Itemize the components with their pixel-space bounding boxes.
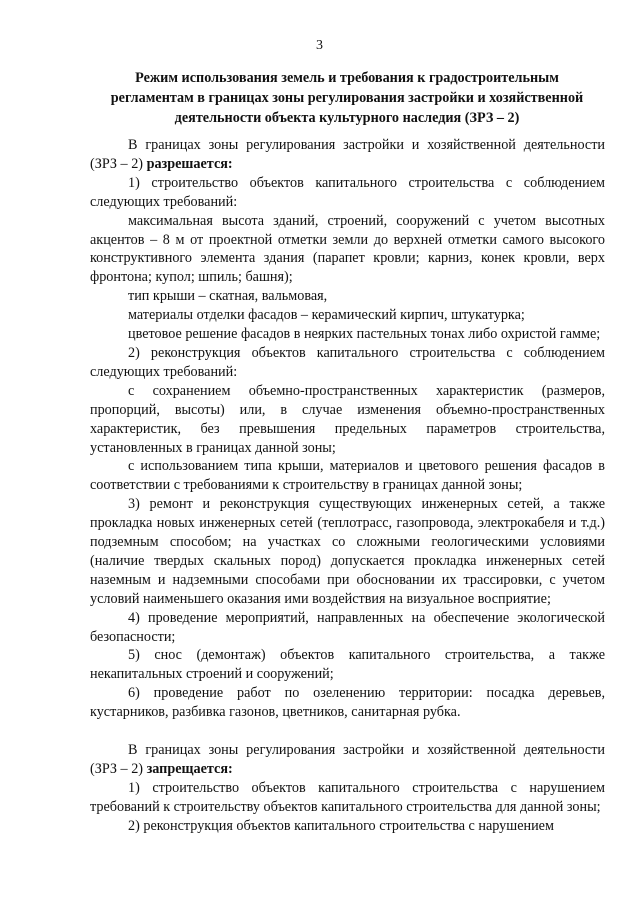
document-title — [92, 68, 602, 128]
forbidden-intro — [90, 741, 605, 779]
allowed-paragraph: тип крыши – скатная, вальмовая, — [128, 288, 328, 305]
allowed-paragraph: материалы отделки фасадов – керамический кирпич, штукатурка; — [128, 307, 525, 324]
allowed-paragraph: с использованием типа крыши, материалов и цветового решения фасадов в соответствии с требованиями к строительству в границах данной зоны; — [90, 458, 605, 494]
forbidden-intro-bold: запрещается: — [146, 761, 233, 777]
allowed-section — [90, 136, 605, 722]
allowed-paragraph: 3) ремонт и реконструкция существующих инженерных сетей, а также прокладка новых инженерных сетей (теплотрасс, газопровода, электрокабеля и т.д.) подземным способом; на участках со сложными геологическими условиями (наличие твердых скальных пород) допускается прокладка инженерных сетей наземным и надземными способами при обосновании их трассировки, с учетом условий наименьшего оказания ими воздействия на визуальное восприятие; — [90, 496, 605, 607]
document-body — [90, 136, 605, 836]
section-gap — [90, 722, 605, 741]
allowed-paragraph: 4) проведение мероприятий, направленных на обеспечение экологической безопасности; — [90, 609, 605, 645]
allowed-paragraph: максимальная высота зданий, строений, сооружений с учетом высотных акцентов – 8 м от проектной отметки земли до верхней отметки самого высокого конструктивного элемента здания (парапет кровли; карниз, конек кровли, верх фронтона; купол; шпиль; башня); — [90, 212, 605, 286]
allowed-paragraph: 2) реконструкция объектов капитального строительства с соблюдением следующих требований: — [90, 344, 605, 380]
allowed-paragraph: 6) проведение работ по озеленению территории: посадка деревьев, кустарников, разбивка газонов, цветников, санитарная рубка. — [90, 685, 605, 721]
allowed-paragraph: с сохранением объемно-пространственных характеристик (размеров, пропорций, высоты) или, в случае изменения объемно-пространственных характеристик, без превышения предельных параметров строительства, установленных в границах данной зоны; — [90, 382, 605, 456]
title-line-2: регламентам в границах зоны регулирования застройки и хозяйственной — [110, 90, 584, 106]
allowed-intro — [90, 136, 605, 174]
forbidden-paragraph: 2) реконструкция объектов капитального строительства с нарушением — [128, 817, 554, 834]
allowed-intro-text: В границах зоны регулирования застройки и хозяйственной деятельности (ЗРЗ – 2) — [90, 137, 605, 172]
allowed-paragraph: 1) строительство объектов капитального строительства с соблюдением следующих требований: — [90, 174, 605, 210]
forbidden-section — [90, 741, 605, 836]
forbidden-paragraph: 1) строительство объектов капитального строительства с нарушением требований к строительству объектов капитального строительства для данной зоны; — [90, 779, 605, 815]
title-line-3: деятельности объекта культурного наследия (ЗРЗ – 2) — [174, 110, 520, 126]
forbidden-intro-text: В границах зоны регулирования застройки и хозяйственной деятельности (ЗРЗ – 2) — [90, 742, 605, 777]
allowed-paragraph: цветовое решение фасадов в неярких пастельных тонах либо охристой гамме; — [128, 326, 601, 343]
allowed-paragraph: 5) снос (демонтаж) объектов капитального строительства, а также некапитальных строений и сооружений; — [90, 647, 605, 683]
title-line-1: Режим использования земель и требования к градостроительным — [135, 70, 559, 86]
allowed-intro-bold: разрешается: — [146, 155, 233, 172]
page-number: 3 — [316, 38, 323, 53]
